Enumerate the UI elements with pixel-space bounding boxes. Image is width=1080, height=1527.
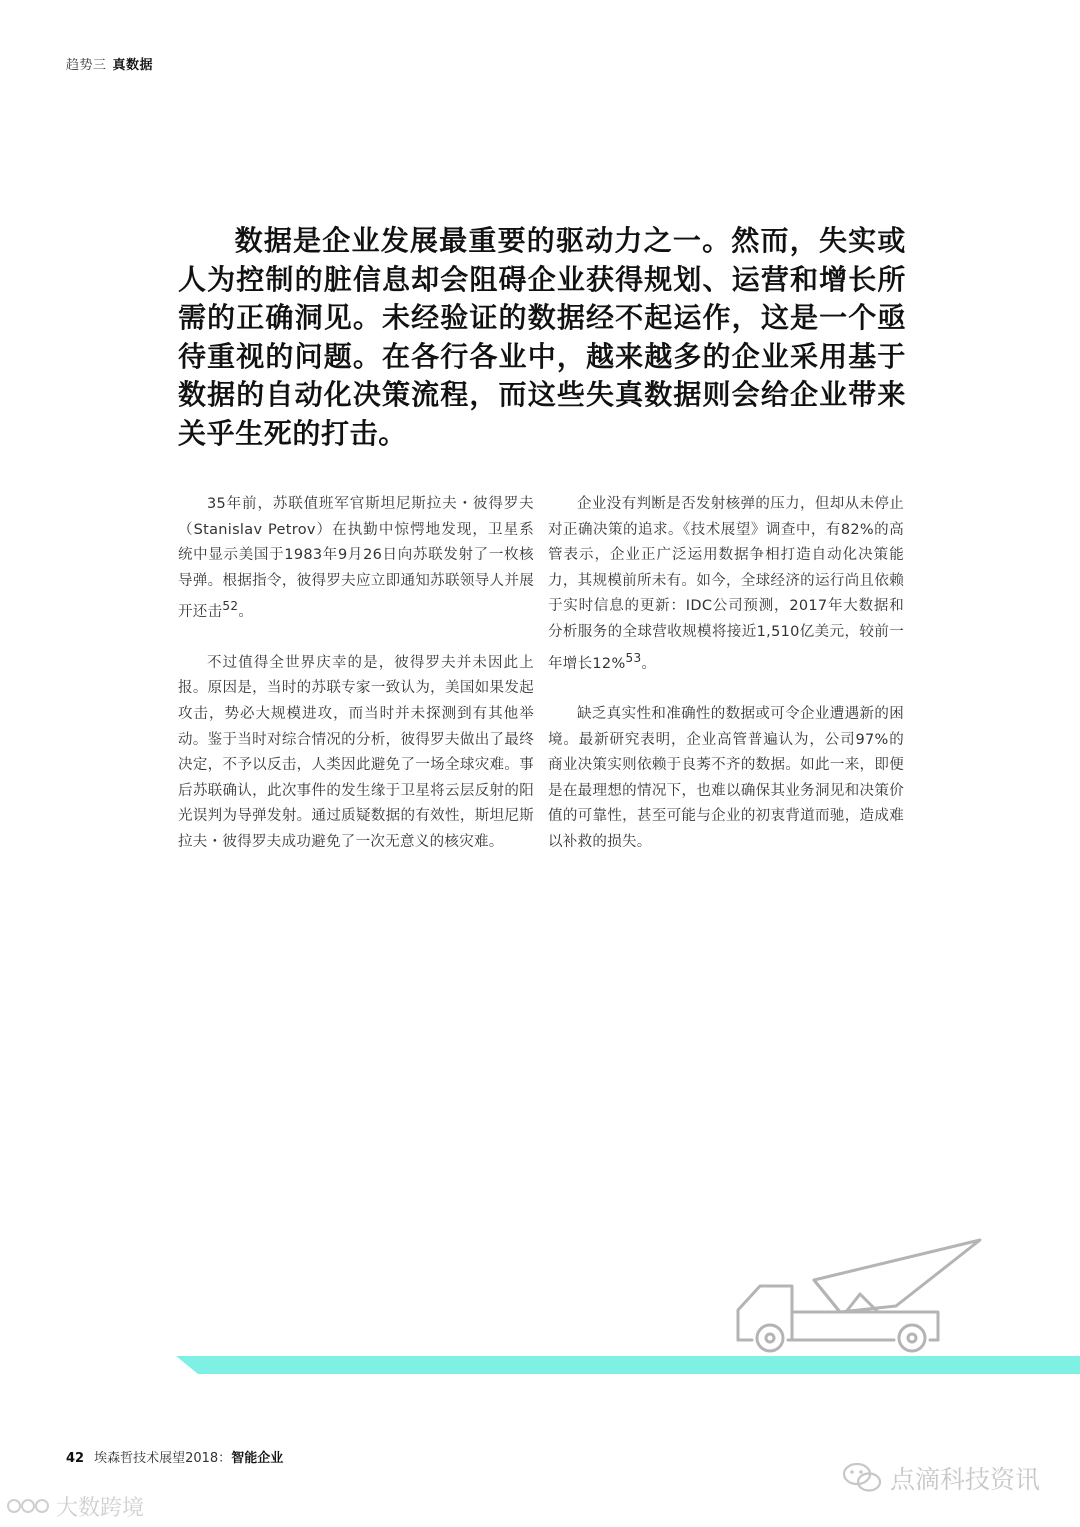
page-number: 42 [66, 1451, 85, 1466]
publication-subtitle: 智能企业 [231, 1451, 284, 1466]
body-paragraph: 不过值得全世界庆幸的是，彼得罗夫并未因此上报。原因是，当时的苏联专家一致认为，美国如果发起攻击，势必大规模进攻，而当时并未探测到有其他举动。鉴于当时对综合情况的分析，彼得罗夫做出了最终决定，不予以反击，人类因此避免了一场全球灾难。事后苏联确认，此次事件的发生缘于卫星将云层反射的阳光误判为导弹发射。通过质疑数据的有效性，斯坦尼斯拉夫・彼得罗夫成功避免了一次无意义的核灾难。 [178, 654, 534, 850]
truck-cab [738, 1286, 792, 1340]
missile-body [814, 1240, 980, 1312]
body-paragraph: 35年前，苏联值班军官斯坦尼斯拉夫・彼得罗夫（Stanislav Petrov）在执勤中惊愕地发现，卫星系统中显示美国于1983年9月26日向苏联发射了一枚核导弹。根据指令，彼得罗夫应立即通知苏联领导人并展开还击$^{52}$。 [178, 496, 534, 621]
wechat-icon [842, 1461, 882, 1495]
body-paragraph: 企业没有判断是否发射核弹的压力，但却从未停止对正确决策的追求。《技术展望》调查中，有82%的高管表示，企业正广泛运用数据争相打造自动化决策能力，其规模前所未有。如今，全球经济的运行尚且依赖于实时信息的更新：IDC公司预测，2017年大数据和分析服务的全球营收规模将接近1,510亿美元，较前一年增长12%$^{53}$。 [548, 496, 904, 672]
publication-title: 埃森哲技术展望2018： [94, 1451, 232, 1466]
body-column-left [178, 492, 534, 881]
wheel [899, 1325, 925, 1351]
section-title: 真数据 [112, 58, 154, 73]
lead-text: 数据是企业发展最重要的驱动力之一。然而，失实或人为控制的脏信息却会阻碍企业获得规划、运营和增长所需的正确洞见。未经验证的数据经不起运作，这是一个亟待重视的问题。在各行各业中，越来越多的企业采用基于数据的自动化决策流程，而这些失真数据则会给企业带来关乎生死的打击。 [178, 224, 906, 450]
accent-stripe [0, 1352, 1080, 1378]
watermark-brand [6, 1490, 144, 1522]
watermark-left-text: 大数跨境 [56, 1495, 145, 1521]
body-column-right [548, 492, 904, 881]
section-label: 趋势三 [66, 58, 107, 73]
page-footer [66, 1447, 283, 1466]
lead-paragraph [178, 222, 906, 453]
watermark-right-text: 点滴科技资讯 [890, 1465, 1041, 1494]
watermark-wechat [842, 1458, 1040, 1498]
brand-logo-icon [6, 1494, 52, 1518]
body-paragraph: 缺乏真实性和准确性的数据或可令企业遭遇新的困境。最新研究表明，企业高管普遍认为，公司97%的商业决策实则依赖于良莠不齐的数据。如此一来，即便是在最理想的情况下，也难以确保其业务洞见和决策价值的可靠性，甚至可能与企业的初衷背道而驰，造成难以补救的损失。 [548, 705, 904, 850]
page-header [66, 54, 153, 73]
missile-truck-illustration [728, 1228, 990, 1358]
footnote-ref: 52 [222, 599, 239, 614]
wheel [757, 1325, 783, 1351]
footnote-ref: 53 [625, 650, 642, 665]
